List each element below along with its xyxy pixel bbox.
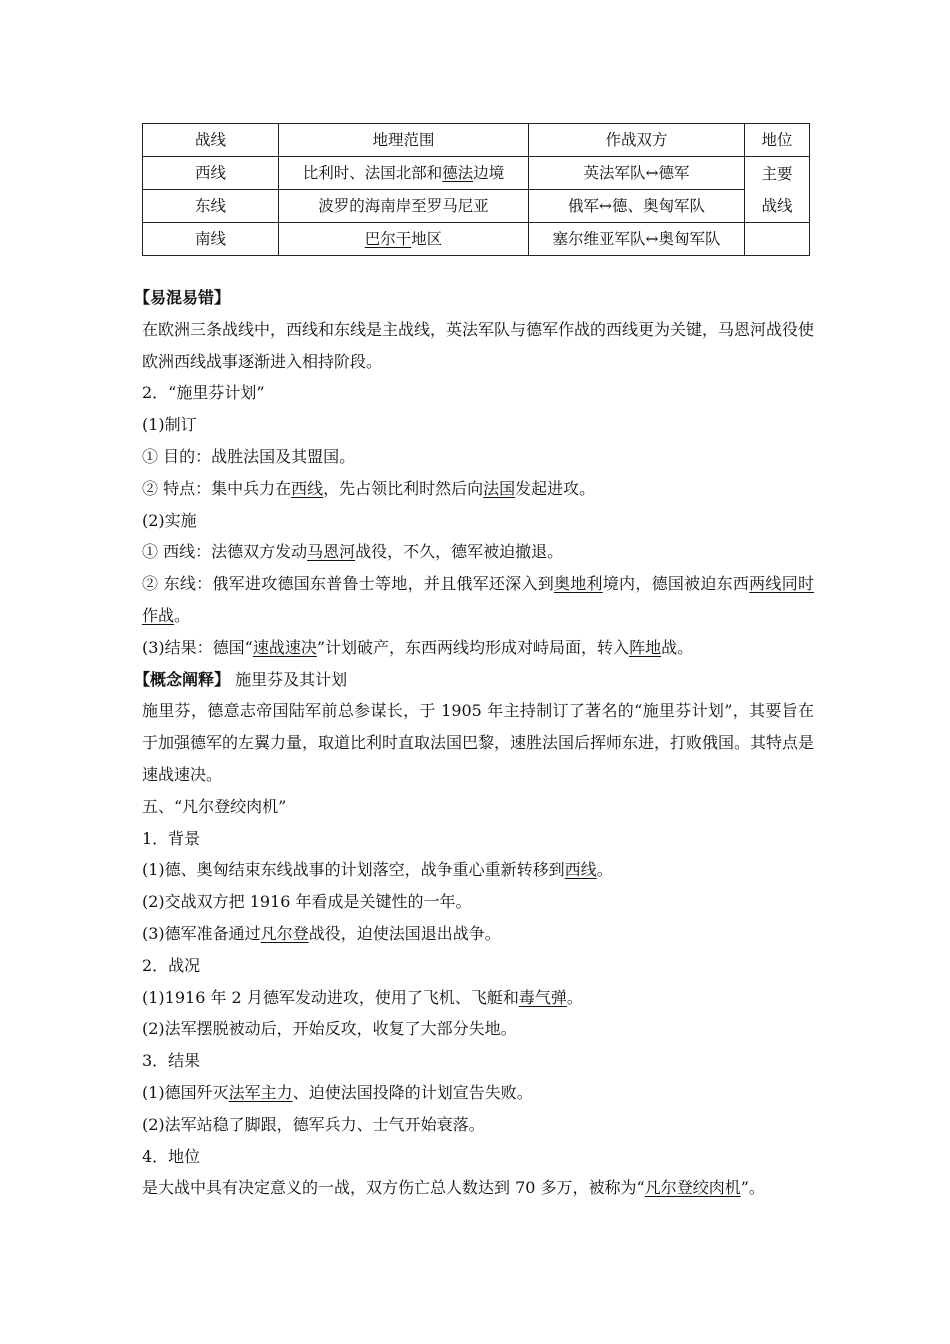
result-line: (3)结果：德国“速战速决”计划破产，东西两线均形成对峙局面，转入阵地战。 (142, 637, 694, 657)
blank-answer: 两线同时作战 (142, 574, 814, 625)
parties-south: 塞尔维亚军队↔奥匈军队 (529, 223, 745, 256)
position-main: 主要 战线 (745, 157, 810, 223)
fronts-table (142, 123, 810, 256)
implementation-heading: (2)实施 (142, 510, 197, 530)
blank-answer: 凡尔登 (260, 923, 309, 943)
outcome-heading: 3．结果 (142, 1051, 201, 1071)
course-1: (1)1916 年 2 月德军发动进攻，使用了飞机、飞艇和毒气弹。 (142, 987, 583, 1007)
concept-text: 施里芬，德意志帝国陆军前总参谋长，于 1905 年主持制订了著名的“施里芬计划”，其要旨在于加强德军的左翼力量，取道比利时直取法国巴黎，速胜法国后挥师东进，打败俄国。其特点是速战速决。 (142, 701, 815, 784)
goal-line: ① 目的：战胜法国及其盟国。 (142, 446, 356, 466)
front-east: 东线 (143, 190, 279, 223)
table-row (143, 157, 810, 190)
parties-east: 俄军↔德、奥匈军队 (529, 190, 745, 223)
west-front-line: ① 西线：法德双方发动马恩河战役，不久，德军被迫撤退。 (142, 542, 564, 562)
course-2: (2)法军摆脱被动后，开始反攻，收复了大部分失地。 (142, 1019, 517, 1039)
blank-answer: 阵地 (629, 637, 662, 657)
east-front-line: ② 东线：俄军进攻德国东普鲁士等地，并且俄军还深入到奥地利境内，德国被迫东西两线同时作战。 (142, 574, 814, 625)
concept-heading (134, 664, 814, 696)
header-front: 战线 (143, 124, 279, 157)
header-geo: 地理范围 (279, 124, 529, 157)
course-heading: 2．战况 (142, 955, 201, 975)
background-1: (1)德、奥匈结束东线战事的计划落空，战争重心重新转移到西线。 (142, 860, 613, 880)
status-heading: 4．地位 (142, 1146, 201, 1166)
blank-answer: 凡尔登绞肉机 (644, 1178, 741, 1198)
blank-answer: 毒气弹 (518, 987, 567, 1007)
blank-answer: 西线 (291, 478, 324, 498)
header-parties: 作战双方 (529, 124, 745, 157)
background-3: (3)德军准备通过凡尔登战役，迫使法国退出战争。 (142, 923, 501, 943)
background-2: (2)交战双方把 1916 年看成是关键性的一年。 (142, 892, 472, 912)
parties-west: 英法军队↔德军 (529, 157, 745, 190)
blank-answer: 速战速决 (252, 637, 317, 657)
blank-answer: 西线 (564, 860, 597, 880)
geo-west: 比利时、法国北部和德法边境 (279, 157, 529, 190)
position-south (745, 223, 810, 256)
feature-line: ② 特点：集中兵力在西线，先占领比利时然后向法国发起进攻。 (142, 478, 596, 498)
background-heading: 1．背景 (142, 828, 201, 848)
concept-subtitle: 施里芬及其计划 (235, 669, 348, 689)
blank-answer: 奥地利 (553, 574, 603, 594)
main-text (134, 282, 815, 1204)
geo-east: 波罗的海南岸至罗马尼亚 (279, 190, 529, 223)
outcome-1: (1)德国歼灭法军主力、迫使法国投降的计划宣告失败。 (142, 1082, 533, 1102)
header-position: 地位 (745, 124, 810, 157)
geo-south: 巴尔干地区 (279, 223, 529, 256)
table-row (143, 223, 810, 256)
table-header-row (143, 124, 810, 157)
status-text: 是大战中具有决定意义的一战，双方伤亡总人数达到 70 多万，被称为“凡尔登绞肉机”。 (142, 1178, 765, 1198)
blank-answer: 德法 (442, 164, 474, 182)
verdun-heading: 五、“凡尔登绞肉机” (142, 796, 287, 816)
blank-answer: 巴尔干 (364, 230, 412, 248)
blank-answer: 马恩河 (307, 542, 356, 562)
table-row (143, 190, 810, 223)
outcome-2: (2)法军站稳了脚跟，德军兵力、士气开始衰落。 (142, 1114, 485, 1134)
confusion-title: 【易混易错】 (134, 288, 231, 307)
blank-answer: 法军主力 (228, 1082, 293, 1102)
confusion-text: 在欧洲三条战线中，西线和东线是主战线，英法军队与德军作战的西线更为关键，马恩河战役使欧洲西线战事逐渐进入相持阶段。 (142, 319, 815, 371)
blank-answer: 法国 (483, 478, 516, 498)
concept-title: 【概念阐释】 (134, 669, 231, 689)
front-west: 西线 (143, 157, 279, 190)
schlieffen-heading: 2．“施里芬计划” (142, 383, 265, 403)
front-south: 南线 (143, 223, 279, 256)
formulation-heading: (1)制订 (142, 415, 197, 435)
